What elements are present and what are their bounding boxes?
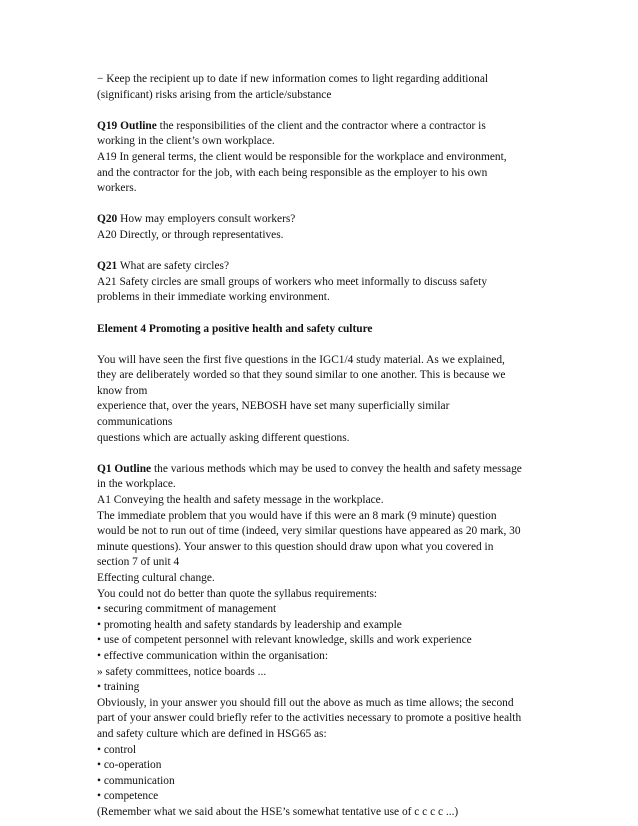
q1-body-line: Obviously, in your answer you should fill out the above as much as time allows; the second — [97, 696, 514, 709]
q19-answer-line: workers. — [97, 182, 137, 195]
q1-body-line: would be not to run out of time (indeed, very similar questions have appeared as 20 mark, 30 — [97, 525, 521, 538]
list-item: • competence — [97, 790, 159, 803]
q20-label: Q20 — [97, 213, 118, 226]
q20-question — [97, 212, 549, 228]
q21-question-text: What are safety circles? — [117, 260, 229, 273]
list-item: • co-operation — [97, 759, 162, 772]
intro-paragraph — [97, 72, 549, 103]
q1-body-line: and safety culture which are defined in HSG65 as: — [97, 727, 327, 740]
list-item: • training — [97, 681, 140, 694]
q19-question-text: the responsibilities of the client and the contractor where a contractor is — [156, 119, 486, 132]
q19-question — [97, 119, 549, 135]
text-line: questions which are actually asking different questions. — [97, 431, 350, 444]
text-line: communications — [97, 416, 173, 429]
q1-body-line: A1 Conveying the health and safety message in the workplace. — [97, 494, 384, 507]
text-line: in the workplace. — [97, 478, 176, 491]
list-item: • use of competent personnel with relevant knowledge, skills and work experience — [97, 634, 472, 647]
q19-answer-line: and the contractor for the job, with each being responsible as the employer to his own — [97, 166, 488, 179]
q19-answer-line: A19 In general terms, the client would be responsible for the workplace and environment, — [97, 150, 507, 163]
element4-heading: Element 4 Promoting a positive health and safety culture — [97, 322, 373, 335]
text-line: − Keep the recipient up to date if new information comes to light regarding additional — [97, 73, 489, 85]
q19-block — [97, 119, 549, 197]
text-line: they are deliberately worded so that they sound similar to one another. This is because we — [97, 369, 506, 382]
q21-answer-line: problems in their immediate working environment. — [97, 291, 330, 304]
q1-body-line: You could not do better than quote the syllabus requirements: — [97, 587, 378, 600]
list-item: • communication — [97, 774, 175, 787]
q20-answer: A20 Directly, or through representatives. — [97, 228, 284, 241]
text-line: You will have seen the first five questions in the IGC1/4 study material. As we explained, — [97, 353, 505, 366]
q1-body-line: section 7 of unit 4 — [97, 556, 180, 569]
q1-body-line: The immediate problem that you would have if this were an 8 mark (9 minute) question — [97, 509, 497, 522]
list-item: » safety committees, notice boards ... — [97, 665, 267, 678]
document-page — [97, 72, 549, 821]
q1-question — [97, 462, 549, 478]
q19-label: Q19 Outline — [97, 119, 157, 132]
q21-label: Q21 — [97, 260, 118, 273]
q21-block — [97, 259, 549, 306]
q1-body-line: Effecting cultural change. — [97, 572, 215, 584]
list-item: • promoting health and safety standards by leadership and example — [97, 618, 402, 631]
q21-answer-line: A21 Safety circles are small groups of workers who meet informally to discuss safety — [97, 275, 488, 288]
text-line: know from — [97, 384, 148, 397]
list-item: • control — [97, 743, 137, 756]
text-line: working in the client’s own workplace. — [97, 135, 275, 148]
q20-block — [97, 212, 549, 243]
q1-body-line: minute questions). Your answer to this question should draw upon what you covered in — [97, 540, 494, 553]
q1-block — [97, 462, 549, 821]
q21-question — [97, 259, 549, 275]
text-line: (significant) risks arising from the article/substance — [97, 88, 332, 101]
q1-body-line: (Remember what we said about the HSE’s somewhat tentative use of c c c c ...) — [97, 805, 459, 818]
q1-question-text: the various methods which may be used to convey the health and safety message — [151, 462, 522, 475]
q1-label: Q1 Outline — [97, 462, 152, 475]
text-line: experience that, over the years, NEBOSH have set many superficially similar — [97, 400, 450, 413]
list-item: • securing commitment of management — [97, 603, 277, 616]
intro2-paragraph — [97, 353, 549, 447]
q20-question-text: How may employers consult workers? — [117, 213, 296, 226]
q1-body-line: part of your answer could briefly refer to the activities necessary to promote a positive health — [97, 712, 522, 725]
list-item: • effective communication within the organisation: — [97, 649, 329, 662]
